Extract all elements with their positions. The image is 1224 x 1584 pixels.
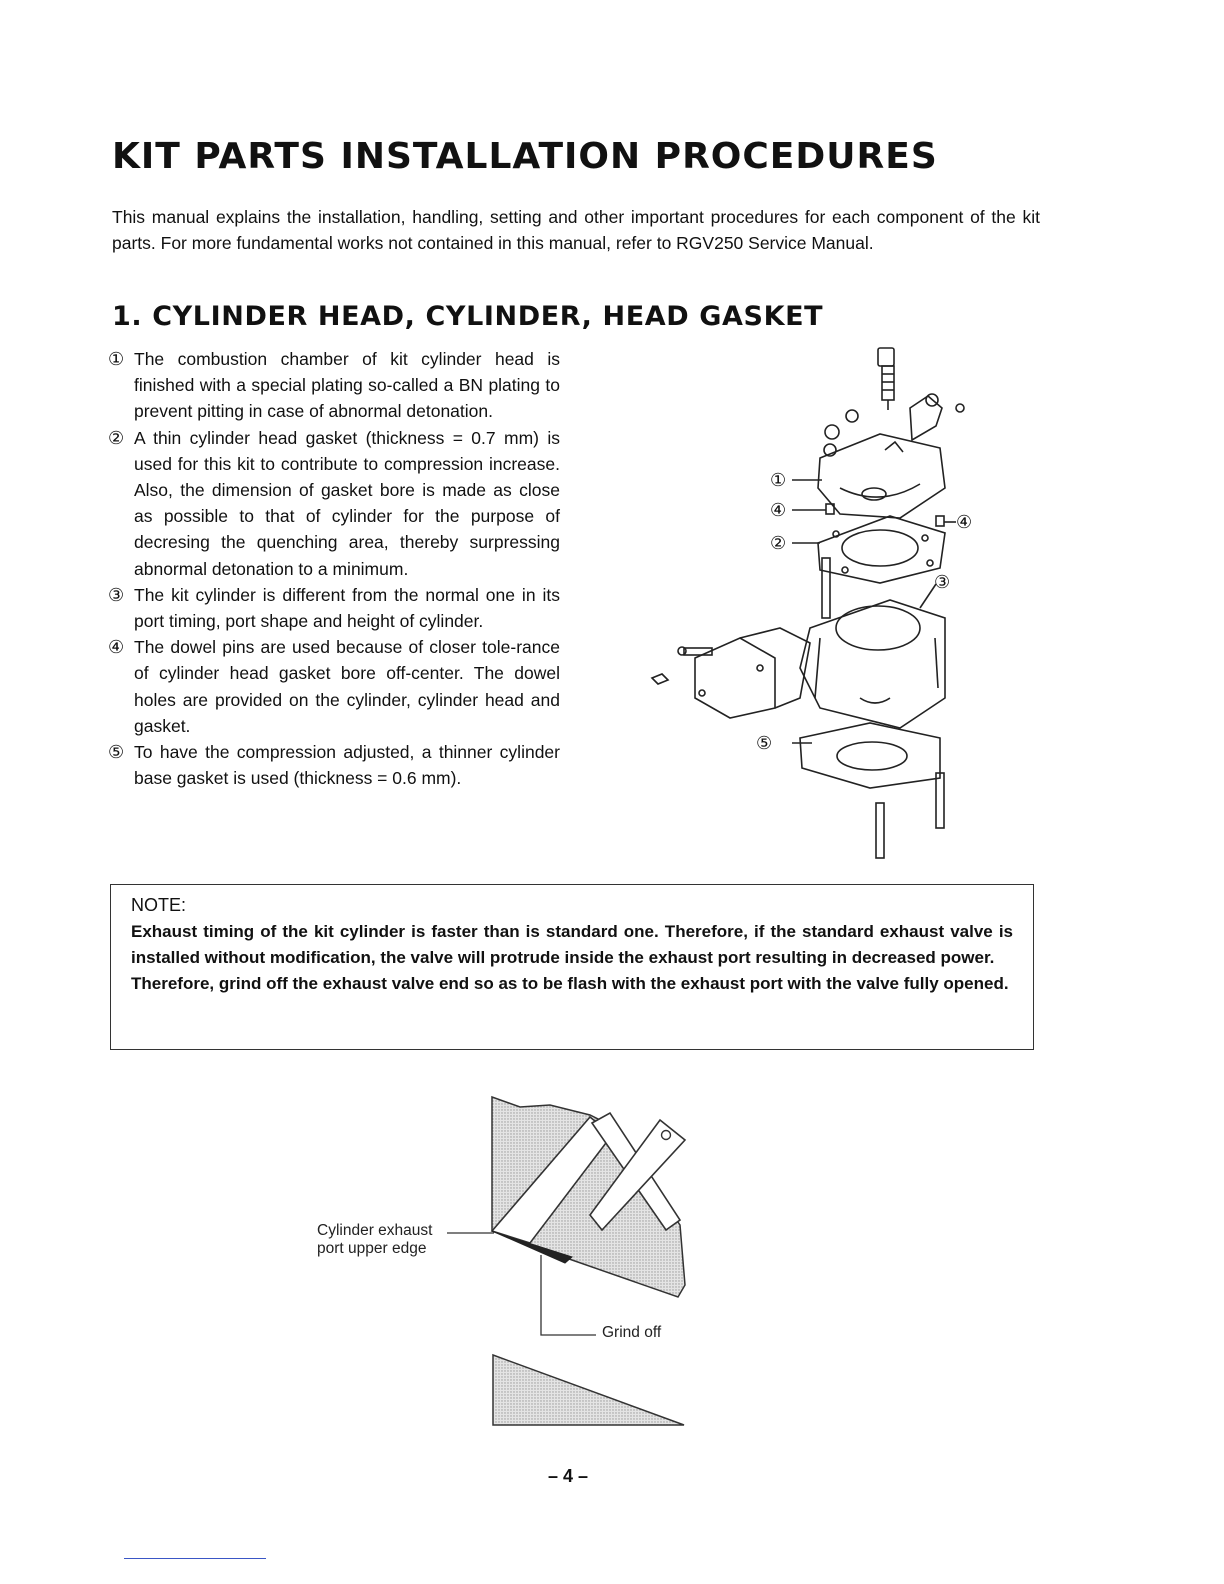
- base-gasket-shape: [800, 723, 940, 788]
- grind-off-diagram: [300, 1085, 720, 1435]
- procedure-list: [108, 346, 560, 791]
- callout-label: ④: [956, 512, 973, 533]
- item-number: ②: [108, 427, 125, 448]
- pivot-hole-icon: [662, 1131, 671, 1140]
- dowel-pin-shape: [936, 516, 944, 526]
- port-floor-shape: [493, 1355, 684, 1425]
- cylinder-exploded-diagram: [640, 338, 980, 868]
- callout-label: ④: [770, 500, 787, 521]
- callout-label: ⑤: [756, 733, 773, 754]
- exhaust-edge-label: [317, 1222, 432, 1258]
- grind-off-label: Grind off: [602, 1324, 662, 1341]
- procedure-item: [108, 739, 560, 791]
- page-title: KIT PARTS INSTALLATION PROCEDURES: [112, 136, 938, 177]
- item-number: ①: [108, 349, 125, 369]
- callout-label: ③: [934, 572, 951, 593]
- item-text: A thin cylinder head gasket (thickness = 0.7 mm) is used for this kit to contribute to compression increase. Also, the dimension of gasket bore is made as close as possible to that of cylinder for the purpose of decresing the quenching area, thereby surpressing abnormal detonation to a minimum.: [134, 427, 560, 579]
- procedure-item: [108, 425, 560, 582]
- footer-rule: [124, 1558, 266, 1559]
- page-number: – 4 –: [548, 1466, 589, 1486]
- label-line: port upper edge: [317, 1240, 427, 1257]
- leader-line: [541, 1255, 596, 1335]
- intro-paragraph: This manual explains the installation, handling, setting and other important procedures for each component of the kit parts. For more fundamental works not contained in this manual, refer to RGV250 Service Manual.: [112, 207, 1040, 253]
- cylinder-shape: [800, 600, 945, 728]
- item-number: ④: [108, 637, 125, 658]
- procedure-item: [108, 582, 560, 634]
- procedure-item: [108, 346, 560, 425]
- water-fitting-icon: [910, 394, 964, 440]
- callout-label: ②: [770, 533, 787, 554]
- item-text: To have the compression adjusted, a thinner cylinder base gasket is used (thickness = 0.6 mm).: [134, 742, 560, 789]
- item-text: The dowel pins are used because of closer tole-rance of cylinder head gasket bore off-center. The dowel holes are provided on the cylinder, cylinder head and gasket.: [134, 637, 560, 736]
- note-paragraph: Therefore, grind off the exhaust valve end so as to be flash with the exhaust port with the valve fully opened.: [131, 973, 1009, 993]
- port-cover-shape: [695, 628, 810, 718]
- section-title: 1. CYLINDER HEAD, CYLINDER, HEAD GASKET: [112, 301, 824, 332]
- head-gasket-shape: [818, 516, 945, 583]
- bolt-icon: [678, 647, 712, 655]
- note-box: [110, 884, 1034, 1050]
- small-bolt-icon: [652, 674, 668, 684]
- callout-label: ①: [770, 470, 787, 491]
- item-text: The combustion chamber of kit cylinder head is finished with a special plating so-called a BN plating to prevent pitting in case of abnormal detonation.: [134, 349, 560, 422]
- note-title: NOTE:: [131, 895, 187, 915]
- stud-shape: [876, 803, 884, 858]
- label-line: Cylinder exhaust: [317, 1222, 433, 1239]
- item-number: ⑤: [108, 742, 125, 763]
- stud-shape: [936, 773, 944, 828]
- spark-plug-icon: [878, 348, 894, 410]
- stud-shape: [822, 558, 830, 618]
- item-text: The kit cylinder is different from the normal one in its port timing, port shape and height of cylinder.: [134, 584, 560, 632]
- procedure-item: [108, 634, 560, 739]
- item-number: ③: [108, 584, 125, 605]
- cylinder-head-shape: [818, 434, 945, 518]
- note-paragraph: Exhaust timing of the kit cylinder is faster than is standard one. Therefore, if the standard exhaust valve is installed without modification, the valve will protrude inside the exhaust port resulting in decreased power.: [131, 922, 1013, 967]
